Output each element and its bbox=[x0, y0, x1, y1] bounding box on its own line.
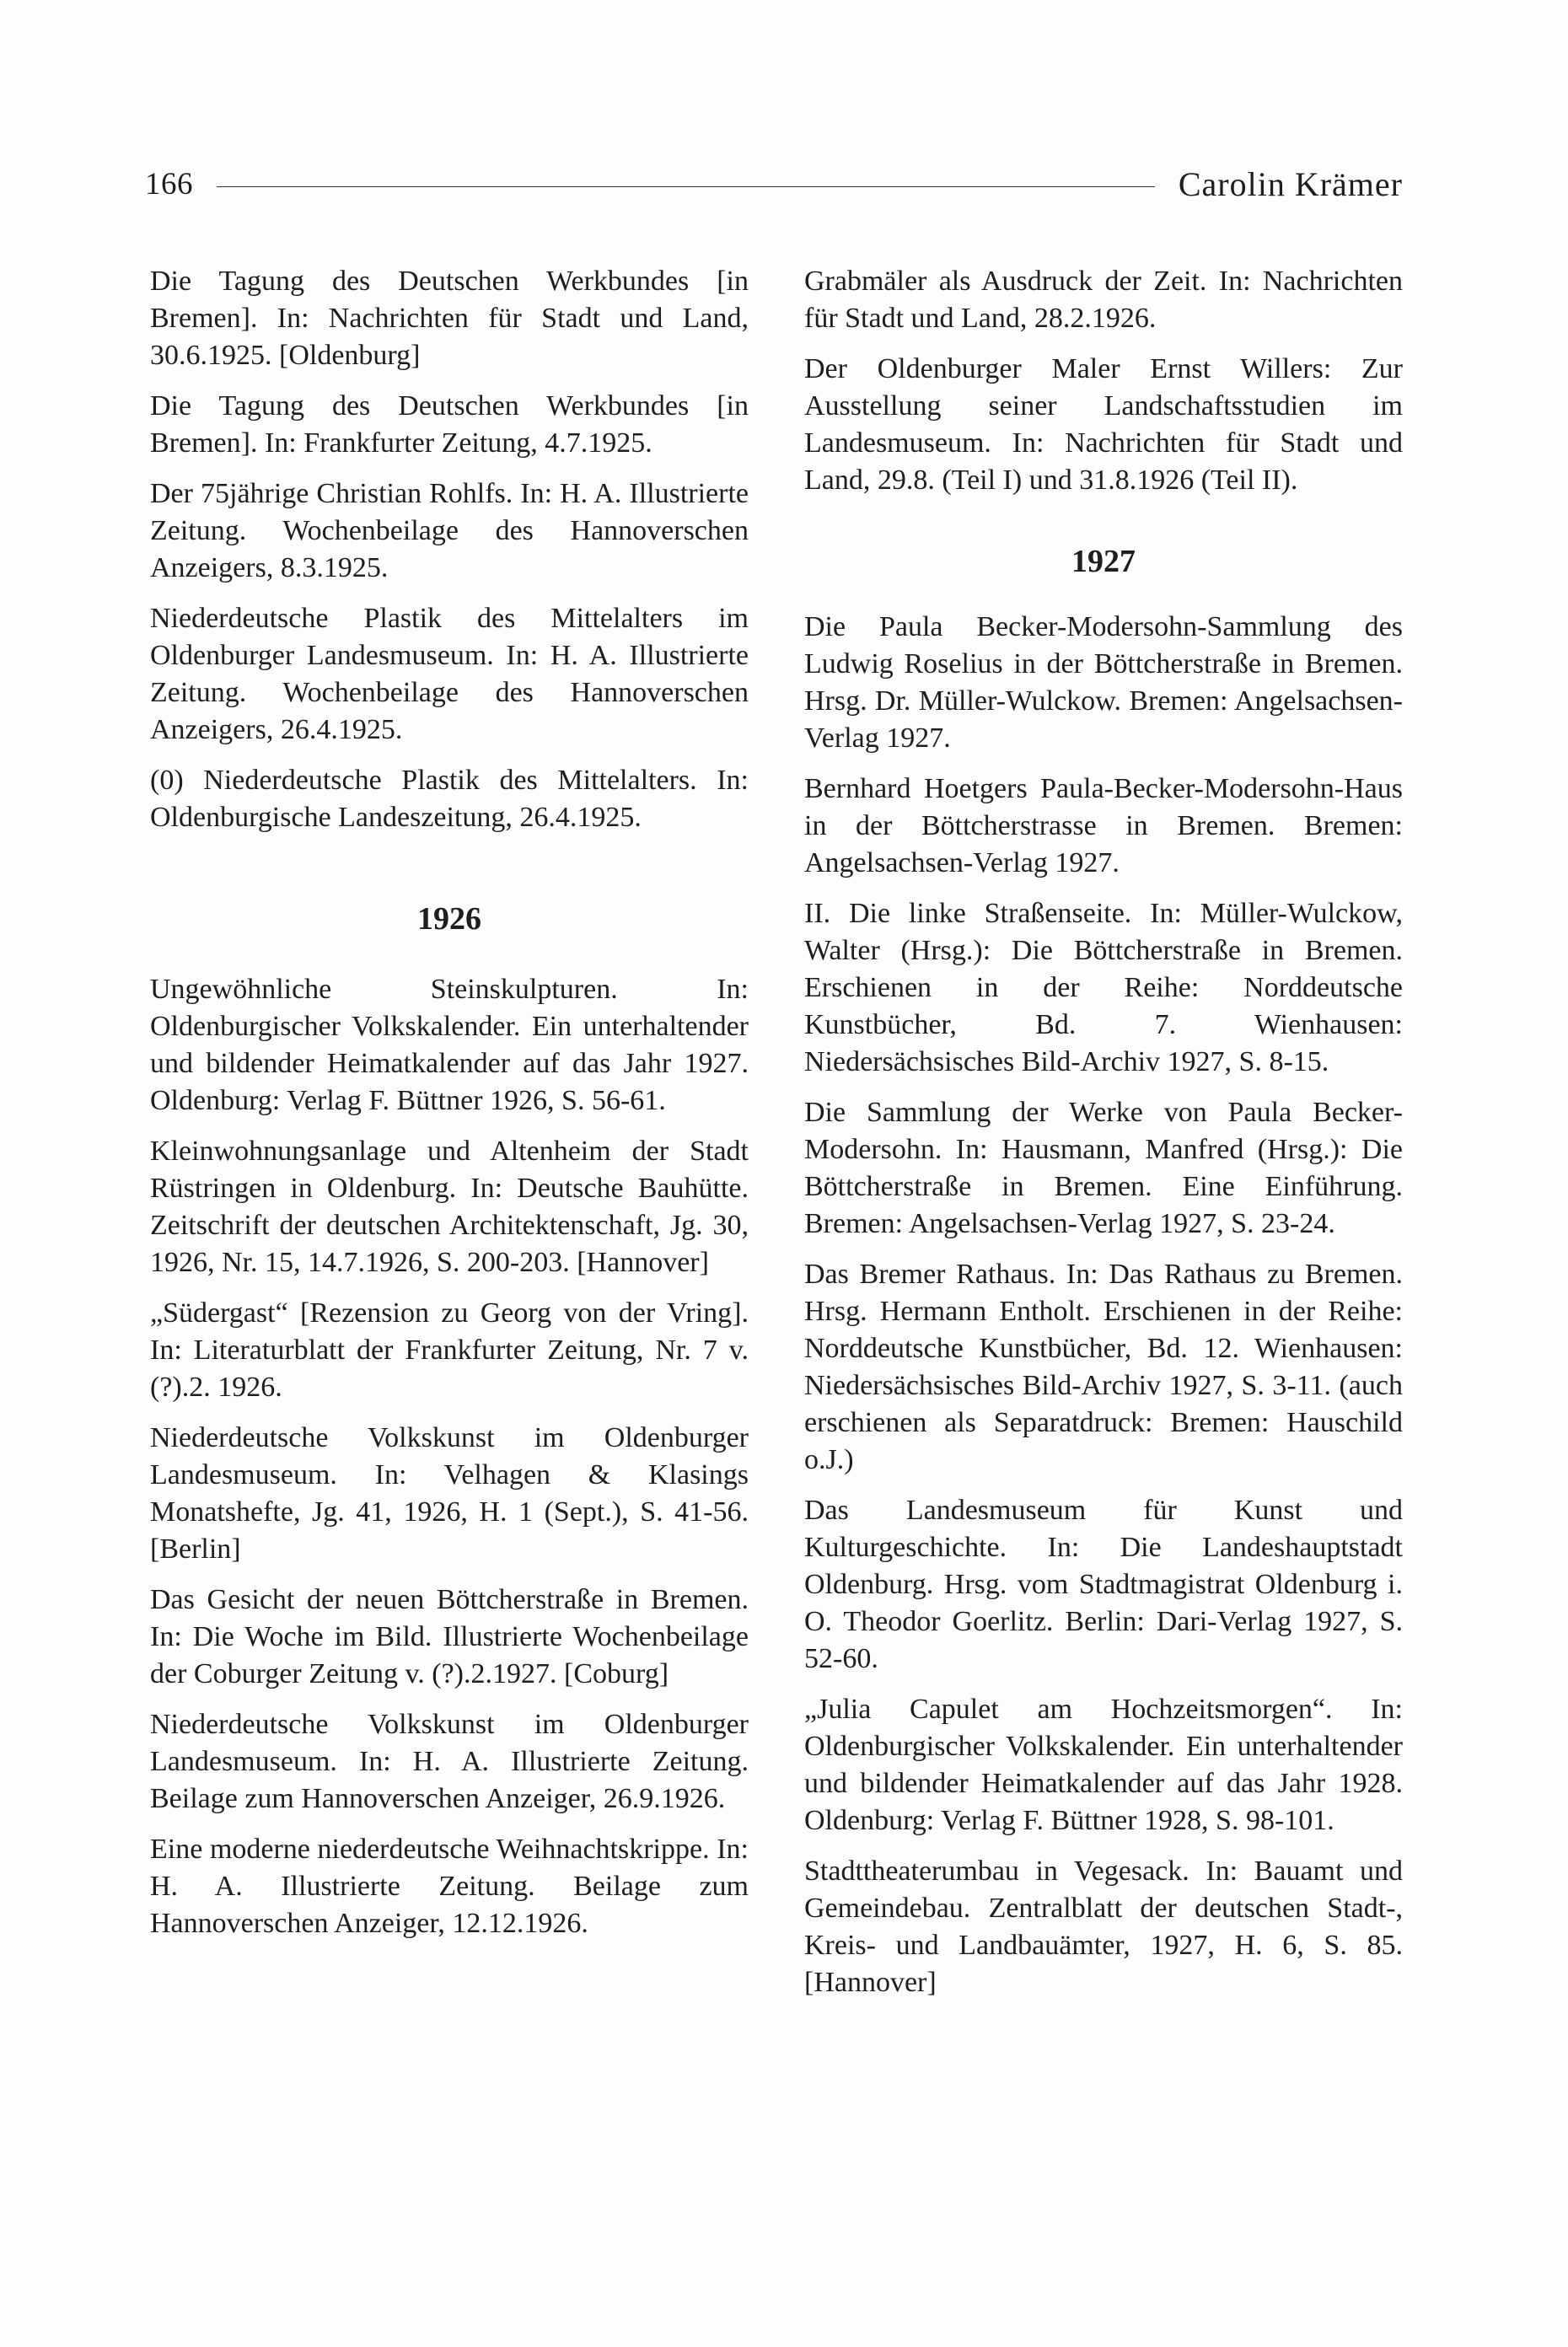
year-heading-1927: 1927 bbox=[1071, 544, 1136, 579]
bibliography-entry: Der Oldenburger Maler Ernst Willers: Zur Ausstellung seiner Landschaftsstudien im Landesmuseum. In: Nachrichten für Stadt und Land, 29.8. (Teil I) und 31.8.1926 (Teil II). bbox=[804, 353, 1403, 496]
running-author: Carolin Krämer bbox=[1178, 164, 1403, 203]
bibliography-entry: Niederdeutsche Plastik des Mittelalters im Oldenburger Landesmuseum. In: H. A. Illustrierte Zeitung. Wochenbeilage des Hannoverschen Anzeigers, 26.4.1925. bbox=[150, 603, 749, 745]
bibliography-entry: Eine moderne niederdeutsche Weihnachtskrippe. In: H. A. Illustrierte Zeitung. Beilage zum Hannoverschen Anzeiger, 12.12.1926. bbox=[150, 1834, 749, 1939]
bibliography-entry: Ungewöhnliche Steinskulpturen. In: Oldenburgischer Volkskalender. Ein unterhaltender und bildender Heimatkalender auf das Jahr 1927. Oldenburg: Verlag F. Büttner 1926, S. 56-61. bbox=[150, 974, 749, 1116]
bibliography-entry: Der 75jährige Christian Rohlfs. In: H. A. Illustrierte Zeitung. Wochenbeilage des Hannoverschen Anzeigers, 8.3.1925. bbox=[150, 478, 749, 583]
running-header bbox=[145, 158, 1403, 209]
bibliography-entry: Die Sammlung der Werke von Paula Becker-Modersohn. In: Hausmann, Manfred (Hrsg.): Die Böttcherstraße in Bremen. Eine Einführung. Bremen: Angelsachsen-Verlag 1927, S. 23-24. bbox=[804, 1097, 1403, 1239]
bibliography-entry: Kleinwohnungsanlage und Altenheim der Stadt Rüstringen in Oldenburg. In: Deutsche Bauhütte. Zeitschrift der deutschen Architektenschaft, Jg. 30, 1926, Nr. 15, 14.7.1926, S. 200-203. [Hannover] bbox=[150, 1136, 749, 1278]
bibliography-entry: Niederdeutsche Volkskunst im Oldenburger Landesmuseum. In: Velhagen & Klasings Monatshefte, Jg. 41, 1926, H. 1 (Sept.), S. 41-56. [Berlin] bbox=[150, 1422, 749, 1565]
bibliography-entry: II. Die linke Straßenseite. In: Müller-Wulckow, Walter (Hrsg.): Die Böttcherstraße in Bremen. Erschienen in der Reihe: Norddeutsche Kunstbücher, Bd. 7. Wienhausen: Niedersächsisches Bild-Archiv 1927, S. 8-15. bbox=[804, 898, 1403, 1077]
bibliography-entry: „Julia Capulet am Hochzeitsmorgen“. In: Oldenburgischer Volkskalender. Ein unterhaltender und bildender Heimatkalender auf das Jahr 1928. Oldenburg: Verlag F. Büttner 1928, S. 98-101. bbox=[804, 1694, 1403, 1836]
bibliography-entry: Das Landesmuseum für Kunst und Kulturgeschichte. In: Die Landeshauptstadt Oldenburg. Hrsg. vom Stadtmagistrat Oldenburg i. O. Theodor Goerlitz. Berlin: Dari-Verlag 1927, S. 52-60. bbox=[804, 1495, 1403, 1674]
bibliography-entry: Die Paula Becker-Modersohn-Sammlung des Ludwig Roselius in der Böttcherstraße in Bremen. Hrsg. Dr. Müller-Wulckow. Bremen: Angelsachsen-Verlag 1927. bbox=[804, 611, 1403, 754]
bibliography-entry: Die Tagung des Deutschen Werkbundes [in Bremen]. In: Nachrichten für Stadt und Land, 30.6.1925. [Oldenburg] bbox=[150, 266, 749, 371]
year-heading-1926: 1926 bbox=[417, 901, 481, 937]
bibliography-entry: Das Gesicht der neuen Böttcherstraße in Bremen. In: Die Woche im Bild. Illustrierte Wochenbeilage der Coburger Zeitung v. (?).2.1927. [Coburg] bbox=[150, 1584, 749, 1689]
page-number: 166 bbox=[145, 166, 193, 201]
bibliography-entry: Stadttheaterumbau in Vegesack. In: Bauamt und Gemeindebau. Zentralblatt der deutschen Stadt-, Kreis- und Landbauämter, 1927, H. 6, S. 85. [Hannover] bbox=[804, 1856, 1403, 1998]
bibliography-entry: Grabmäler als Ausdruck der Zeit. In: Nachrichten für Stadt und Land, 28.2.1926. bbox=[804, 266, 1403, 334]
bibliography-entry: (0) Niederdeutsche Plastik des Mittelalters. In: Oldenburgische Landeszeitung, 26.4.1925. bbox=[150, 765, 749, 833]
bibliography-entry: Niederdeutsche Volkskunst im Oldenburger Landesmuseum. In: H. A. Illustrierte Zeitung. Beilage zum Hannoverschen Anzeiger, 26.9.1926. bbox=[150, 1709, 749, 1814]
bibliography-entry: Das Bremer Rathaus. In: Das Rathaus zu Bremen. Hrsg. Hermann Entholt. Erschienen in der Reihe: Norddeutsche Kunstbücher, Bd. 12. Wienhausen: Niedersächsisches Bild-Archiv 1927, S. 3-11. (auch erschienen als Separatdruck: Bremen: Hauschild o.J.) bbox=[804, 1259, 1403, 1475]
right-column bbox=[804, 263, 1403, 2015]
bibliography-entry: „Südergast“ [Rezension zu Georg von der Vring]. In: Literaturblatt der Frankfurter Zeitung, Nr. 7 v. (?).2. 1926. bbox=[150, 1297, 749, 1403]
bibliography-entry: Bernhard Hoetgers Paula-Becker-Modersohn-Haus in der Böttcherstrasse in Bremen. Bremen: Angelsachsen-Verlag 1927. bbox=[804, 773, 1403, 878]
header-rule bbox=[217, 186, 1155, 187]
left-column bbox=[150, 263, 749, 1956]
bibliography-entry: Die Tagung des Deutschen Werkbundes [in Bremen]. In: Frankfurter Zeitung, 4.7.1925. bbox=[150, 390, 749, 459]
